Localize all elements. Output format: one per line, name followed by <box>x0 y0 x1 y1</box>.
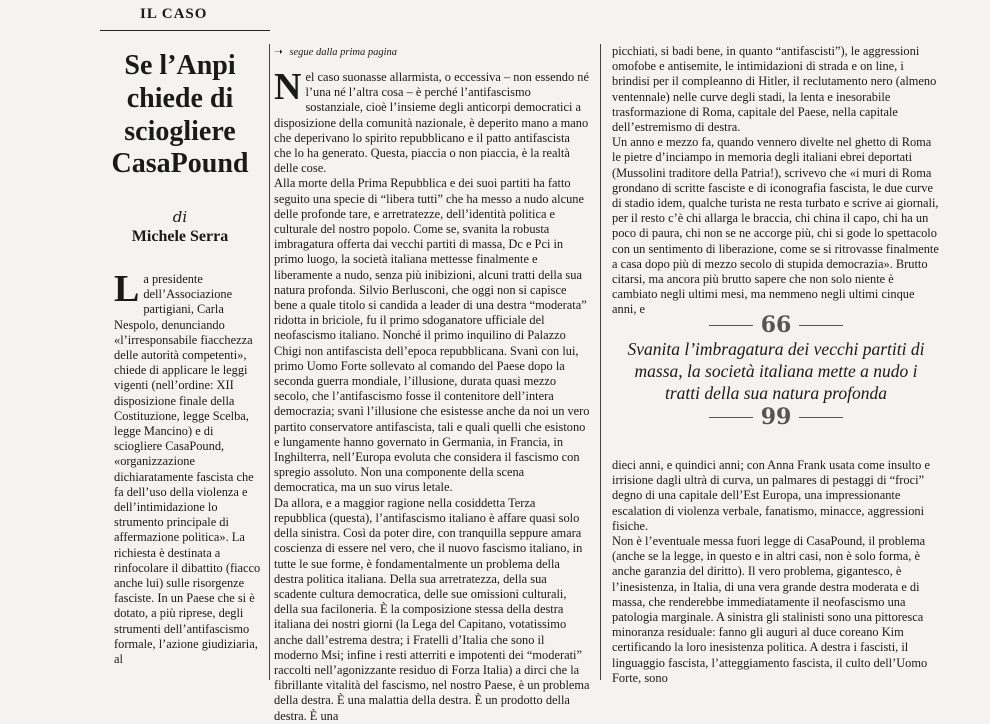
column-divider-2 <box>600 44 601 680</box>
arrow-icon: ➝ <box>274 47 283 58</box>
right-paragraph-2: Un anno e mezzo fa, quando vennero divelte nel ghetto di Roma le pietre d’inciampo in memoria degli italiani ebrei deportati (Mussolini traditore della Patria!), scrivevo che «i muri di Roma grondano di scritte fasciste e di iconografia fascista, le due curve di stadio idem, qualche turista ne resta turbato e scrive ai giornali, per il resto c’è chi allarga le braccia, chi china il capo, chi ha un poco di paura, chi non se ne accorge più, chi si gode lo spettacolo con un sentimento di liberazione, come se si ritrovasse finalmente a casa dopo più di mezzo secolo di stupida democrazia». Brutto citarsi, ma ancora più brutto sapere che non solo niente è cambiato negli ultimi mesi, ma nemmeno negli ultimi cinque anni, e <box>612 135 939 317</box>
article-column-left <box>114 268 264 667</box>
close-quote-icon: 99 <box>760 404 792 430</box>
quote-line-left <box>709 325 753 326</box>
headline: Se l’Anpi chiede di sciogliere CasaPound <box>111 50 249 180</box>
dropcap-middle: N <box>274 66 302 108</box>
pull-quote-text: Svanita l’imbragatura dei vecchi partiti di massa, la società italiana mette a nudo i tratti della sua natura profonda <box>627 339 925 403</box>
quote-line-right-2 <box>799 417 843 418</box>
right-paragraph-4: Non è l’eventuale messa fuori legge di CasaPound, il problema (anche se la legge, in questo e in altri casi, non è solo forma, è anche garanzia del diritto). Il vero problema, gigantesco, è l’inesistenza, in Italia, di una vera grande destra moderata e di massa, che renderebbe immediatamente il neofascismo una patologia marginale. A sinistra gli stalinisti sono una pittoresca minoranza residuale: fanno gli auguri al duce coreano Kim certificando la loro inesistenza politica. A destra i fascisti, il linguaggio fascista, l’atteggiamento fascista, il culto dell’Uomo Forte, sono <box>612 534 928 685</box>
article-column-right-bottom <box>612 458 940 686</box>
article-column-middle <box>274 66 590 724</box>
right-paragraph-1: picchiati, si badi bene, in quanto “antifascisti”), le aggressioni omofobe e antisemite, le intimidazioni di strada e on line, i brindisi per il compleanno di Hitler, il reclutamento nero (almeno ventennale) nelle curve degli stadi, la lenta e inesorabile trasformazione di Roma, capitale del Paese, nella capitale dell’estremismo di destra. <box>612 44 937 135</box>
right-paragraph-3: dieci anni, e quindici anni; con Anna Frank usata come insulto e irrisione dagli ultrà di curva, un palmares di pestaggi di “froci” degno di una capitale dell’Est Europa, una impressionante escalation di violenza verbale, fanatismo, minacce, aggressioni fisiche. <box>612 458 930 533</box>
pull-quote <box>612 312 940 430</box>
middle-paragraph-1-text: el caso suonasse allarmista, o eccessiva – non essendo né l’una né l’altra cosa – è perché l’antifascismo sostanziale, cioè l’insieme degli anticorpi democratici a disposizione della comunità nazionale, è deperito mano a mano che deperivano lo spirito repubblicano e il patto antifascista che lo ha generato. Questa, piaccia o non piaccia, è la realtà delle cose. <box>274 70 589 176</box>
quote-line-left-2 <box>709 417 753 418</box>
open-quote-icon: 66 <box>760 312 792 338</box>
middle-paragraph-2: Alla morte della Prima Repubblica e dei suoi partiti ha fatto seguito una specie di “libera tutti” che ha messo a nudo alcune delle profonde tare, e arretratezze, dell’identità politica e culturale del nostro popolo. Come se, svanita la robusta imbragatura offerta dai vecchi partiti di massa, Dc e Pci in primo luogo, la società italiana mettesse finalmente e liberamente a nudo, senza più inibizioni, alcuni tratti della sua natura profonda. Silvio Berlusconi, che oggi non si capisce bene a quale titolo si candida a leader di una destra “moderata” ridotta in briciole, fu il primo sdoganatore ufficiale del neofascismo italiano. Nonché il primo inquilino di Palazzo Chigi non antifascista dell’epoca repubblicana. Svanì con lui, primo Uomo Forte sollevato al comando del Paese dopo la seconda guerra mondiale, l’illusione, durata quasi mezzo secolo, che l’antifascismo fosse il contenitore dell’intera democrazia; svanì l’illusione che esistesse anche da noi un vero partito conservatore antifascista, tali e quali quelli che esistono e lungamente hanno governato in Germania, in Francia, in Inghilterra, nell’Europa evoluta che considera il fascismo con spregio assoluto. Non una componente della scena democratica, ma un suo virus letale. <box>274 176 590 495</box>
left-column-text: a presidente dell’Associazione partigiani, Carla Nespolo, denunciando «l’irresponsabile fiacchezza delle autorità competenti», chiede di applicare le leggi vigenti (nell’ordine: XII disposizione finale della Costituzione, legge Scelba, legge Mancino) e di sciogliere CasaPound, «organizzazione dichiaratamente fascista che fa dell’uso della violenza e dell’intimidazione lo strumento principale di affermazione politica». La richiesta è destinata a rinfocolare il dibattito (fiacco anche lui) sulle risorgenze fasciste. In un Paese che si è dotato, a più riprese, degli strumenti dell’antifascismo formale, l’azione giudiziaria, al <box>114 272 261 667</box>
top-rule <box>100 30 270 31</box>
quote-line-right <box>799 325 843 326</box>
middle-paragraph-1 <box>274 66 590 176</box>
byline-prefix: di <box>172 208 188 226</box>
close-quote-mark <box>612 404 940 430</box>
kicker-text: segue dalla prima pagina <box>289 47 398 58</box>
column-divider-1 <box>269 44 270 680</box>
continued-from-kicker <box>274 46 397 58</box>
dropcap-left: L <box>114 268 140 310</box>
article-column-right-top <box>612 44 940 318</box>
middle-paragraph-3: Da allora, e a maggior ragione nella cosiddetta Terza repubblica (questa), l’antifascismo italiano è affare quasi solo della sinistra. Così da poter dire, con tranquilla seppure amara coscienza di essere nel vero, che il nuovo fascismo italiano, in tutte le sue forme, è fondamentalmente un problema della destra politica italiana. Della sua arretratezza, della sua scadente cultura democratica, delle sue omissioni culturali, della sua faciloneria. È la composizione stessa della destra italiana dei nostri giorni (la Lega del Capitano, votatissimo anche dall’estrema destra; i Fratelli d’Italia che sono il moderno Msi; infine i resti atterriti e impotenti dei “moderati” raccolti nell’agonizzante residuo di Forza Italia) a dirci che la fibrillante vitalità del fascismo, nel nostro Paese, è un problema della destra. È una malattia della destra. È un prodotto della destra. È una <box>274 495 590 723</box>
author-name: Michele Serra <box>131 228 229 245</box>
section-label: IL CASO <box>140 6 208 22</box>
open-quote-mark <box>612 312 940 338</box>
